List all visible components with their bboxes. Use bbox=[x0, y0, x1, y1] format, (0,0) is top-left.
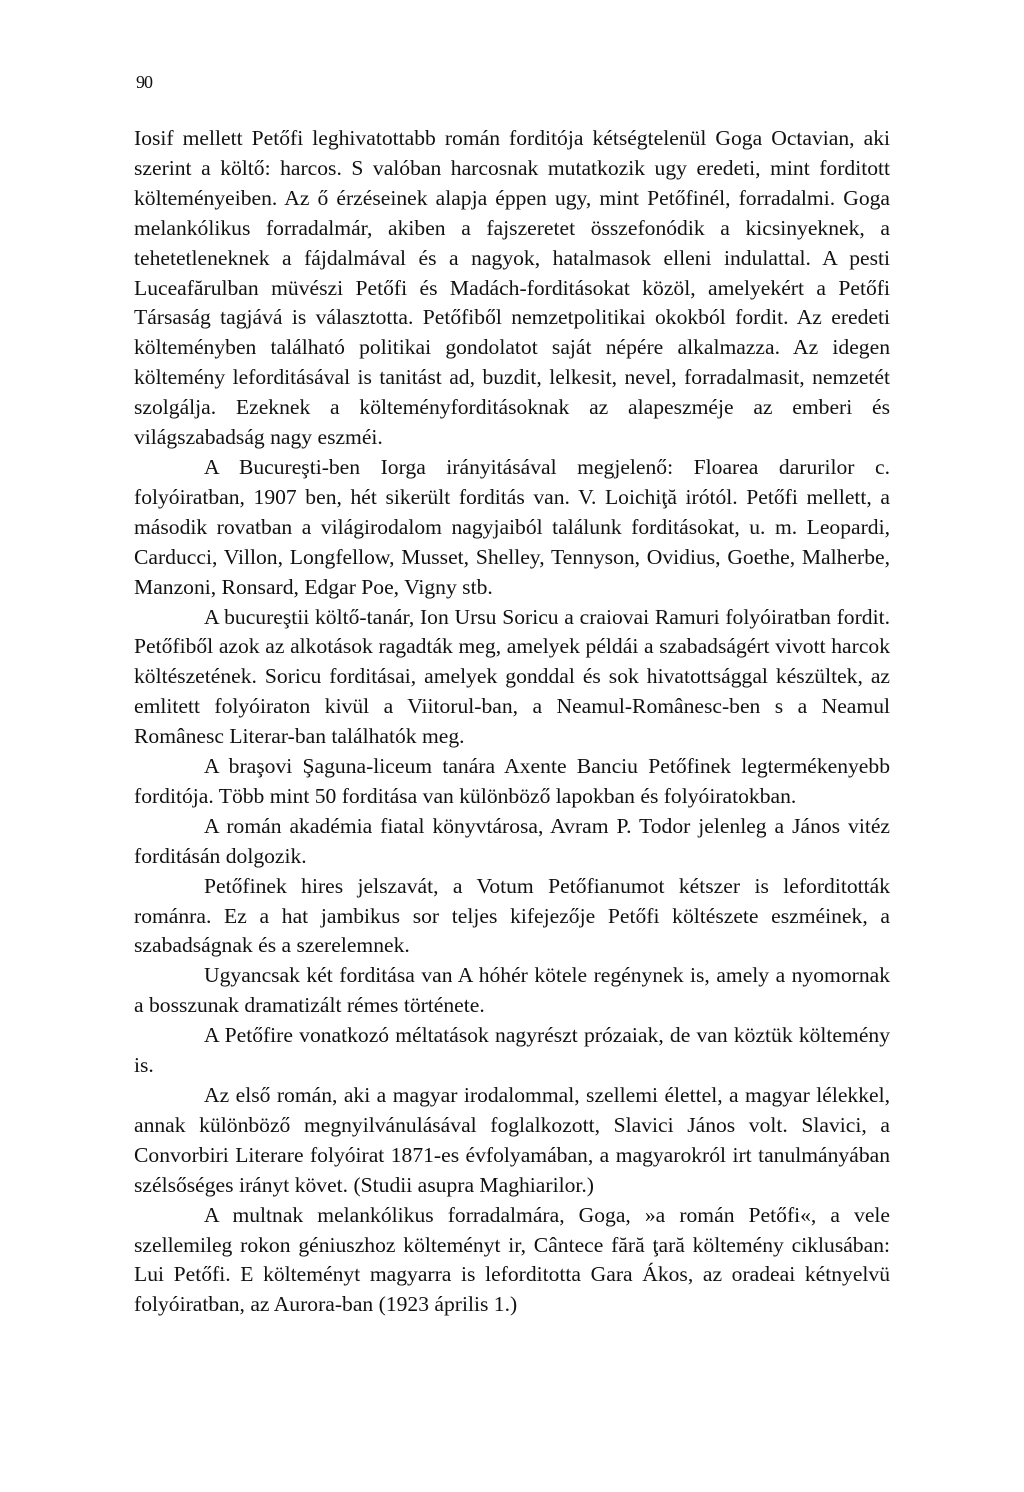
paragraph-ursu-soricu: A bucureştii költő-tanár, Ion Ursu Soricu a craiovai Ramuri folyóiratban fordit. Petőfiből azok az alkotások ragadták meg, amelyek példái a szabadságért vivott harcok költészetének. Soricu forditásai, amelyek gonddal és sok hivatottsággal készültek, az emlitett folyóiraton kivül a Viitorul-ban, a Neamul-Românesc-ben s a Neamul Românesc Literar-ban találhatók meg. bbox=[134, 604, 890, 749]
paragraph-goga-octavian: Iosif mellett Petőfi leghivatottabb román forditója kétségtelenül Goga Octavian, aki szerint a költő: harcos. S valóban harcosnak mutatkozik ugy eredeti, mint forditott költeményeiben. Az ő érzéseinek alapja éppen ugy, mint Petőfinél, forradalmi. Goga melankólikus forradalmár, akiben a fajszeretet összefonódik a kicsinyeknek, a tehetetleneknek a fájdalmával és a nagyok, hatalmasok elleni indulattal. A pesti Luceafărulban müvészi Petőfi és Madách-forditásokat közöl, amelyekért a Petőfi Társaság tagjává is választotta. Petőfiből nemzetpolitikai okokból fordit. Az eredeti költeményben található politikai gondolatot saját népére alkalmazza. Az idegen költemény leforditásával is tanitást ad, buzdit, lelkesit, nevel, forradalmasit, nemzetét szolgálja. Ezeknek a költeményforditásoknak az alapeszméje az emberi és világszabadság nagy eszméi. bbox=[134, 126, 890, 450]
paragraph-slavici: Az első román, aki a magyar irodalommal, szellemi élettel, a magyar lélekkel, annak különböző megnyilvánulásával foglalkozott, Slavici János volt. Slavici, a Convorbiri Literare folyóirat 1871-es évfolyamában, a magyarokról irt tanulmányában szélsőséges irányt követ. (Studii asupra Maghiarilor.) bbox=[134, 1083, 890, 1197]
paragraph-lui-petofi: A multnak melankólikus forradalmára, Goga, »a román Petőfi«, a vele szellemileg rokon géniuszhoz költeményt ir, Cântece fără ţară költemény ciklusában: Lui Petőfi. E költeményt magyarra is leforditotta Gara Ákos, az oradeai kétnyelvü folyóiratban, az Aurora-ban (1923 április 1.) bbox=[134, 1202, 890, 1317]
paragraph-axente-banciu: A braşovi Şaguna-liceum tanára Axente Banciu Petőfinek legtermékenyebb forditója. Több mint 50 forditása van különböző lapokban és folyóiratokban. bbox=[134, 754, 890, 808]
body-text bbox=[134, 124, 890, 1320]
page-number: 90 bbox=[136, 72, 152, 92]
paragraph-floarea-darurilor: A Bucureşti-ben Iorga irányitásával megjelenő: Floarea darurilor c. folyóiratban, 1907 ben, hét sikerült forditás van. V. Loichiţă irótól. Petőfi mellett, a második rovatban a világirodalom nagyjaiból találunk forditásokat, u. m. Leopardi, Carducci, Villon, Longfellow, Musset, Shelley, Tennyson, Ovidius, Goethe, Malherbe, Manzoni, Ronsard, Edgar Poe, Vigny stb. bbox=[134, 454, 890, 599]
paragraph-avram-todor: A román akadémia fiatal könyvtárosa, Avram P. Todor jelenleg a János vitéz forditásán dolgozik. bbox=[134, 813, 890, 868]
paragraph-votum-petofianum: Petőfinek hires jelszavát, a Votum Petőfianumot kétszer is leforditották románra. Ez a hat jambikus sor teljes kifejezője Petőfi költészete eszméinek, a szabadságnak és a szerelemnek. bbox=[134, 873, 890, 958]
paragraph-hoher-kotele: Ugyancsak két forditása van A hóhér kötele regénynek is, amely a nyomornak a bosszunak dramatizált rémes története. bbox=[134, 963, 890, 1018]
paragraph-meltatasok: A Petőfire vonatkozó méltatások nagyrészt prózaiak, de van köztük költemény is. bbox=[134, 1023, 890, 1078]
